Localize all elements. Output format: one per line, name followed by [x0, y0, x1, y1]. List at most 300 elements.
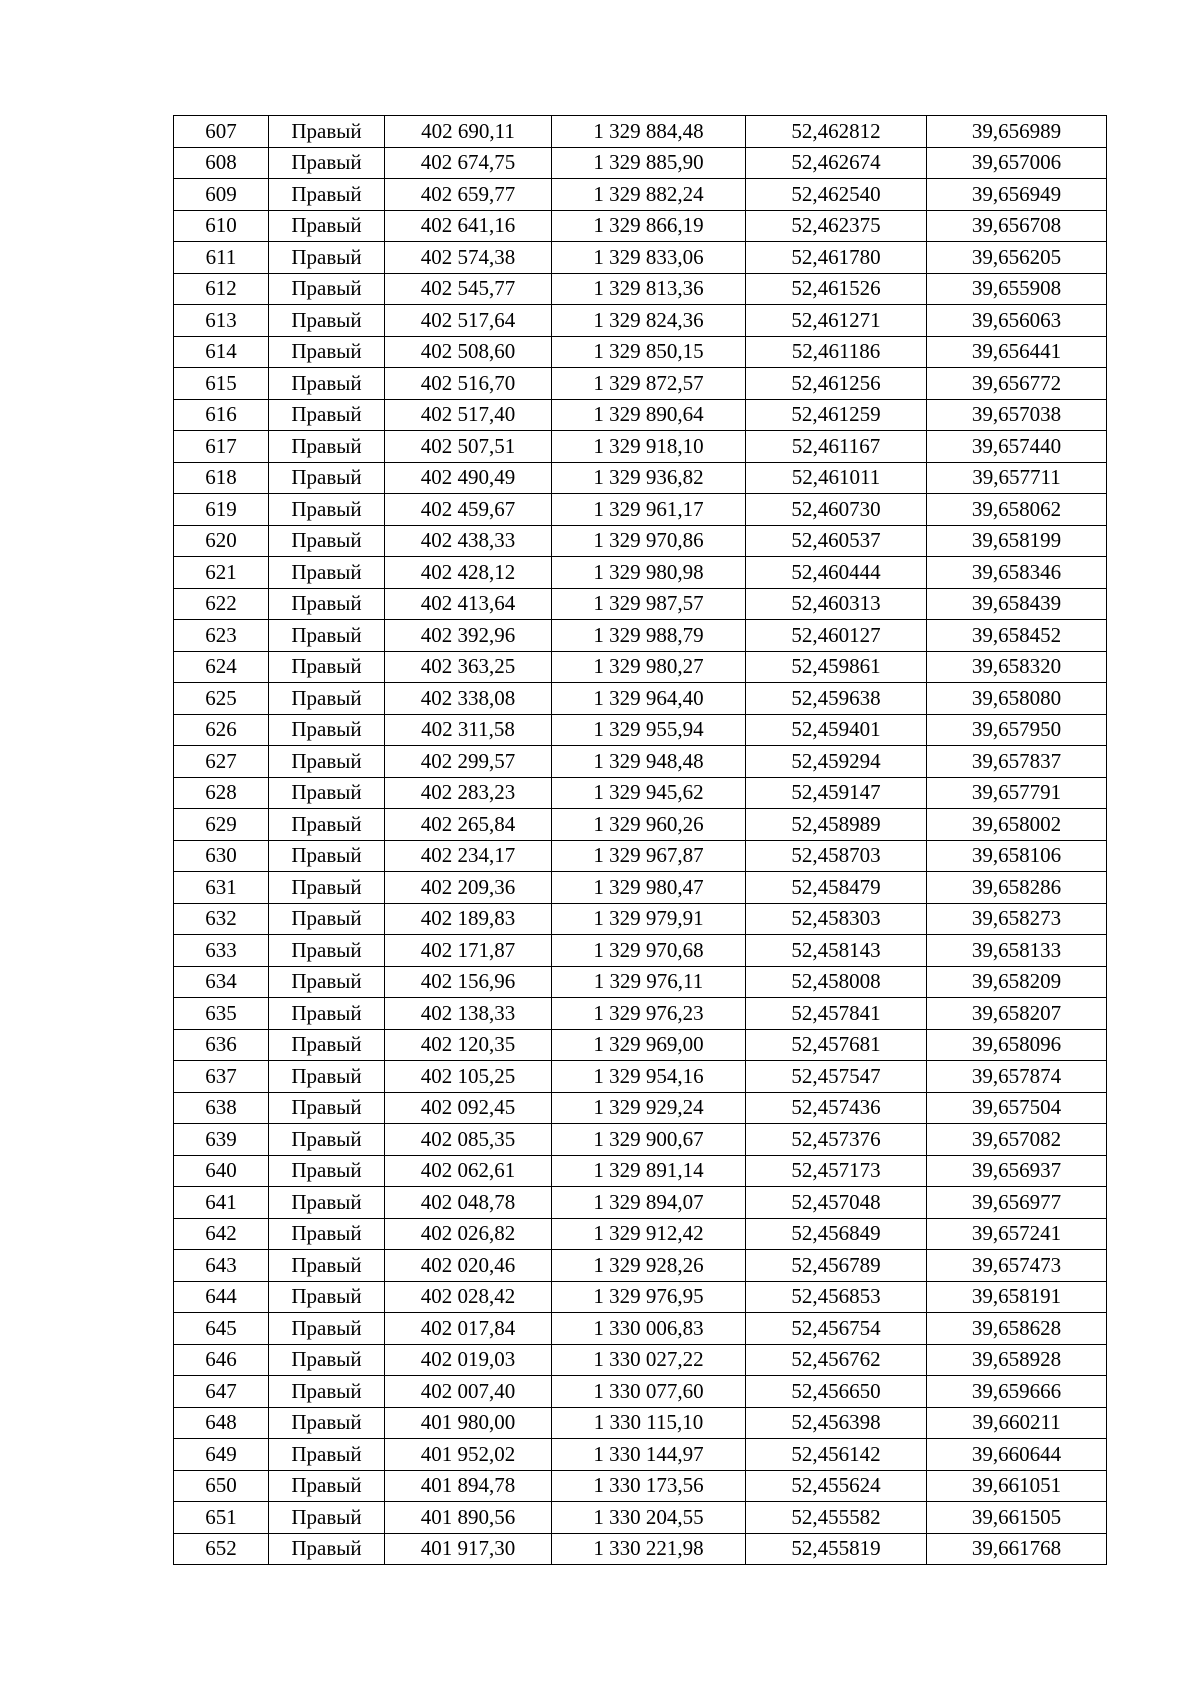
longitude-cell: 39,657082	[927, 1124, 1107, 1156]
longitude-cell: 39,657711	[927, 462, 1107, 494]
longitude-cell: 39,656949	[927, 179, 1107, 211]
point-number-cell: 628	[174, 777, 269, 809]
x-coordinate-cell: 402 574,38	[385, 242, 552, 274]
table-row	[174, 1092, 1107, 1124]
latitude-cell: 52,461186	[746, 336, 927, 368]
point-number-cell: 638	[174, 1092, 269, 1124]
latitude-cell: 52,457547	[746, 1061, 927, 1093]
point-number-cell: 652	[174, 1533, 269, 1565]
table-row	[174, 525, 1107, 557]
longitude-cell: 39,658133	[927, 935, 1107, 967]
latitude-cell: 52,459861	[746, 651, 927, 683]
latitude-cell: 52,458989	[746, 809, 927, 841]
side-cell: Правый	[269, 242, 385, 274]
y-coordinate-cell: 1 329 900,67	[552, 1124, 746, 1156]
latitude-cell: 52,461259	[746, 399, 927, 431]
x-coordinate-cell: 402 299,57	[385, 746, 552, 778]
side-cell: Правый	[269, 305, 385, 337]
table-row	[174, 966, 1107, 998]
latitude-cell: 52,456849	[746, 1218, 927, 1250]
y-coordinate-cell: 1 329 955,94	[552, 714, 746, 746]
y-coordinate-cell: 1 329 885,90	[552, 147, 746, 179]
point-number-cell: 608	[174, 147, 269, 179]
table-row	[174, 1124, 1107, 1156]
point-number-cell: 636	[174, 1029, 269, 1061]
longitude-cell: 39,657038	[927, 399, 1107, 431]
latitude-cell: 52,459401	[746, 714, 927, 746]
side-cell: Правый	[269, 336, 385, 368]
point-number-cell: 607	[174, 116, 269, 148]
latitude-cell: 52,460537	[746, 525, 927, 557]
longitude-cell: 39,661051	[927, 1470, 1107, 1502]
table-row	[174, 431, 1107, 463]
y-coordinate-cell: 1 329 964,40	[552, 683, 746, 715]
longitude-cell: 39,656772	[927, 368, 1107, 400]
table-row	[174, 336, 1107, 368]
point-number-cell: 611	[174, 242, 269, 274]
longitude-cell: 39,656063	[927, 305, 1107, 337]
y-coordinate-cell: 1 329 980,47	[552, 872, 746, 904]
longitude-cell: 39,658080	[927, 683, 1107, 715]
x-coordinate-cell: 402 028,42	[385, 1281, 552, 1313]
longitude-cell: 39,657791	[927, 777, 1107, 809]
y-coordinate-cell: 1 329 980,98	[552, 557, 746, 589]
table-row	[174, 903, 1107, 935]
y-coordinate-cell: 1 329 890,64	[552, 399, 746, 431]
y-coordinate-cell: 1 329 928,26	[552, 1250, 746, 1282]
longitude-cell: 39,658106	[927, 840, 1107, 872]
y-coordinate-cell: 1 329 912,42	[552, 1218, 746, 1250]
table-row	[174, 462, 1107, 494]
longitude-cell: 39,658452	[927, 620, 1107, 652]
table-row	[174, 147, 1107, 179]
table-row	[174, 935, 1107, 967]
point-number-cell: 650	[174, 1470, 269, 1502]
point-number-cell: 617	[174, 431, 269, 463]
latitude-cell: 52,462375	[746, 210, 927, 242]
y-coordinate-cell: 1 330 115,10	[552, 1407, 746, 1439]
point-number-cell: 613	[174, 305, 269, 337]
x-coordinate-cell: 402 234,17	[385, 840, 552, 872]
longitude-cell: 39,658320	[927, 651, 1107, 683]
side-cell: Правый	[269, 1281, 385, 1313]
y-coordinate-cell: 1 330 077,60	[552, 1376, 746, 1408]
point-number-cell: 622	[174, 588, 269, 620]
y-coordinate-cell: 1 329 945,62	[552, 777, 746, 809]
y-coordinate-cell: 1 329 882,24	[552, 179, 746, 211]
side-cell: Правый	[269, 840, 385, 872]
x-coordinate-cell: 402 690,11	[385, 116, 552, 148]
table-row	[174, 1407, 1107, 1439]
point-number-cell: 644	[174, 1281, 269, 1313]
point-number-cell: 610	[174, 210, 269, 242]
x-coordinate-cell: 402 438,33	[385, 525, 552, 557]
longitude-cell: 39,658286	[927, 872, 1107, 904]
side-cell: Правый	[269, 588, 385, 620]
side-cell: Правый	[269, 935, 385, 967]
side-cell: Правый	[269, 651, 385, 683]
side-cell: Правый	[269, 179, 385, 211]
x-coordinate-cell: 402 363,25	[385, 651, 552, 683]
latitude-cell: 52,456853	[746, 1281, 927, 1313]
latitude-cell: 52,457173	[746, 1155, 927, 1187]
table-row	[174, 809, 1107, 841]
point-number-cell: 648	[174, 1407, 269, 1439]
table-row	[174, 494, 1107, 526]
side-cell: Правый	[269, 1061, 385, 1093]
point-number-cell: 629	[174, 809, 269, 841]
longitude-cell: 39,658273	[927, 903, 1107, 935]
x-coordinate-cell: 402 338,08	[385, 683, 552, 715]
point-number-cell: 620	[174, 525, 269, 557]
longitude-cell: 39,658346	[927, 557, 1107, 589]
latitude-cell: 52,455582	[746, 1502, 927, 1534]
side-cell: Правый	[269, 399, 385, 431]
table-row	[174, 1155, 1107, 1187]
table-row	[174, 588, 1107, 620]
longitude-cell: 39,658439	[927, 588, 1107, 620]
point-number-cell: 615	[174, 368, 269, 400]
side-cell: Правый	[269, 872, 385, 904]
latitude-cell: 52,455819	[746, 1533, 927, 1565]
longitude-cell: 39,657950	[927, 714, 1107, 746]
side-cell: Правый	[269, 998, 385, 1030]
x-coordinate-cell: 401 952,02	[385, 1439, 552, 1471]
x-coordinate-cell: 402 017,84	[385, 1313, 552, 1345]
latitude-cell: 52,461526	[746, 273, 927, 305]
side-cell: Правый	[269, 809, 385, 841]
latitude-cell: 52,461256	[746, 368, 927, 400]
x-coordinate-cell: 402 265,84	[385, 809, 552, 841]
table-row	[174, 998, 1107, 1030]
latitude-cell: 52,461011	[746, 462, 927, 494]
y-coordinate-cell: 1 330 204,55	[552, 1502, 746, 1534]
longitude-cell: 39,658096	[927, 1029, 1107, 1061]
latitude-cell: 52,460313	[746, 588, 927, 620]
side-cell: Правый	[269, 1502, 385, 1534]
side-cell: Правый	[269, 494, 385, 526]
table-row	[174, 1250, 1107, 1282]
longitude-cell: 39,657837	[927, 746, 1107, 778]
table-row	[174, 1061, 1107, 1093]
table-row	[174, 1344, 1107, 1376]
point-number-cell: 641	[174, 1187, 269, 1219]
side-cell: Правый	[269, 1376, 385, 1408]
latitude-cell: 52,459147	[746, 777, 927, 809]
point-number-cell: 618	[174, 462, 269, 494]
y-coordinate-cell: 1 329 948,48	[552, 746, 746, 778]
table-row	[174, 746, 1107, 778]
point-number-cell: 645	[174, 1313, 269, 1345]
longitude-cell: 39,655908	[927, 273, 1107, 305]
side-cell: Правый	[269, 1533, 385, 1565]
point-number-cell: 639	[174, 1124, 269, 1156]
x-coordinate-cell: 402 507,51	[385, 431, 552, 463]
latitude-cell: 52,462812	[746, 116, 927, 148]
x-coordinate-cell: 402 209,36	[385, 872, 552, 904]
y-coordinate-cell: 1 329 969,00	[552, 1029, 746, 1061]
x-coordinate-cell: 401 917,30	[385, 1533, 552, 1565]
y-coordinate-cell: 1 329 872,57	[552, 368, 746, 400]
longitude-cell: 39,661768	[927, 1533, 1107, 1565]
longitude-cell: 39,657473	[927, 1250, 1107, 1282]
latitude-cell: 52,456789	[746, 1250, 927, 1282]
table-row	[174, 1502, 1107, 1534]
longitude-cell: 39,658002	[927, 809, 1107, 841]
x-coordinate-cell: 402 092,45	[385, 1092, 552, 1124]
latitude-cell: 52,458303	[746, 903, 927, 935]
latitude-cell: 52,460444	[746, 557, 927, 589]
table-row	[174, 620, 1107, 652]
latitude-cell: 52,457048	[746, 1187, 927, 1219]
side-cell: Правый	[269, 1124, 385, 1156]
point-number-cell: 640	[174, 1155, 269, 1187]
point-number-cell: 637	[174, 1061, 269, 1093]
longitude-cell: 39,656708	[927, 210, 1107, 242]
table-row	[174, 651, 1107, 683]
table-row	[174, 1376, 1107, 1408]
side-cell: Правый	[269, 525, 385, 557]
point-number-cell: 612	[174, 273, 269, 305]
latitude-cell: 52,458008	[746, 966, 927, 998]
point-number-cell: 619	[174, 494, 269, 526]
latitude-cell: 52,457841	[746, 998, 927, 1030]
latitude-cell: 52,460127	[746, 620, 927, 652]
side-cell: Правый	[269, 431, 385, 463]
side-cell: Правый	[269, 1344, 385, 1376]
x-coordinate-cell: 401 980,00	[385, 1407, 552, 1439]
point-number-cell: 633	[174, 935, 269, 967]
latitude-cell: 52,462674	[746, 147, 927, 179]
x-coordinate-cell: 402 007,40	[385, 1376, 552, 1408]
y-coordinate-cell: 1 329 833,06	[552, 242, 746, 274]
side-cell: Правый	[269, 683, 385, 715]
table-row	[174, 305, 1107, 337]
y-coordinate-cell: 1 329 929,24	[552, 1092, 746, 1124]
y-coordinate-cell: 1 329 891,14	[552, 1155, 746, 1187]
latitude-cell: 52,458143	[746, 935, 927, 967]
point-number-cell: 646	[174, 1344, 269, 1376]
y-coordinate-cell: 1 329 976,95	[552, 1281, 746, 1313]
point-number-cell: 621	[174, 557, 269, 589]
y-coordinate-cell: 1 329 970,86	[552, 525, 746, 557]
y-coordinate-cell: 1 329 884,48	[552, 116, 746, 148]
longitude-cell: 39,658207	[927, 998, 1107, 1030]
x-coordinate-cell: 402 516,70	[385, 368, 552, 400]
latitude-cell: 52,456762	[746, 1344, 927, 1376]
longitude-cell: 39,657241	[927, 1218, 1107, 1250]
point-number-cell: 642	[174, 1218, 269, 1250]
table-row	[174, 242, 1107, 274]
side-cell: Правый	[269, 557, 385, 589]
longitude-cell: 39,658062	[927, 494, 1107, 526]
side-cell: Правый	[269, 1218, 385, 1250]
point-number-cell: 614	[174, 336, 269, 368]
side-cell: Правый	[269, 746, 385, 778]
x-coordinate-cell: 401 890,56	[385, 1502, 552, 1534]
side-cell: Правый	[269, 1029, 385, 1061]
x-coordinate-cell: 402 459,67	[385, 494, 552, 526]
y-coordinate-cell: 1 329 976,11	[552, 966, 746, 998]
latitude-cell: 52,456650	[746, 1376, 927, 1408]
longitude-cell: 39,656937	[927, 1155, 1107, 1187]
table-row	[174, 777, 1107, 809]
table-row	[174, 872, 1107, 904]
x-coordinate-cell: 402 392,96	[385, 620, 552, 652]
latitude-cell: 52,461271	[746, 305, 927, 337]
x-coordinate-cell: 402 641,16	[385, 210, 552, 242]
point-number-cell: 616	[174, 399, 269, 431]
x-coordinate-cell: 402 508,60	[385, 336, 552, 368]
x-coordinate-cell: 402 171,87	[385, 935, 552, 967]
point-number-cell: 643	[174, 1250, 269, 1282]
latitude-cell: 52,458479	[746, 872, 927, 904]
y-coordinate-cell: 1 329 988,79	[552, 620, 746, 652]
y-coordinate-cell: 1 329 960,26	[552, 809, 746, 841]
longitude-cell: 39,656205	[927, 242, 1107, 274]
x-coordinate-cell: 402 428,12	[385, 557, 552, 589]
longitude-cell: 39,657504	[927, 1092, 1107, 1124]
y-coordinate-cell: 1 329 954,16	[552, 1061, 746, 1093]
longitude-cell: 39,656989	[927, 116, 1107, 148]
x-coordinate-cell: 402 156,96	[385, 966, 552, 998]
y-coordinate-cell: 1 329 866,19	[552, 210, 746, 242]
x-coordinate-cell: 402 189,83	[385, 903, 552, 935]
latitude-cell: 52,458703	[746, 840, 927, 872]
y-coordinate-cell: 1 329 987,57	[552, 588, 746, 620]
y-coordinate-cell: 1 329 979,91	[552, 903, 746, 935]
latitude-cell: 52,459638	[746, 683, 927, 715]
side-cell: Правый	[269, 1313, 385, 1345]
side-cell: Правый	[269, 1250, 385, 1282]
table-row	[174, 1281, 1107, 1313]
y-coordinate-cell: 1 329 813,36	[552, 273, 746, 305]
table-row	[174, 557, 1107, 589]
y-coordinate-cell: 1 330 006,83	[552, 1313, 746, 1345]
side-cell: Правый	[269, 462, 385, 494]
x-coordinate-cell: 402 517,40	[385, 399, 552, 431]
longitude-cell: 39,658191	[927, 1281, 1107, 1313]
table-row	[174, 714, 1107, 746]
table-row	[174, 368, 1107, 400]
longitude-cell: 39,656441	[927, 336, 1107, 368]
y-coordinate-cell: 1 330 144,97	[552, 1439, 746, 1471]
longitude-cell: 39,657006	[927, 147, 1107, 179]
side-cell: Правый	[269, 116, 385, 148]
latitude-cell: 52,461167	[746, 431, 927, 463]
x-coordinate-cell: 402 283,23	[385, 777, 552, 809]
point-number-cell: 625	[174, 683, 269, 715]
table-row	[174, 1029, 1107, 1061]
side-cell: Правый	[269, 903, 385, 935]
latitude-cell: 52,457376	[746, 1124, 927, 1156]
latitude-cell: 52,459294	[746, 746, 927, 778]
side-cell: Правый	[269, 620, 385, 652]
longitude-cell: 39,658209	[927, 966, 1107, 998]
y-coordinate-cell: 1 330 027,22	[552, 1344, 746, 1376]
longitude-cell: 39,658628	[927, 1313, 1107, 1345]
side-cell: Правый	[269, 1187, 385, 1219]
point-number-cell: 627	[174, 746, 269, 778]
latitude-cell: 52,456754	[746, 1313, 927, 1345]
y-coordinate-cell: 1 329 961,17	[552, 494, 746, 526]
x-coordinate-cell: 402 085,35	[385, 1124, 552, 1156]
side-cell: Правый	[269, 1470, 385, 1502]
point-number-cell: 651	[174, 1502, 269, 1534]
longitude-cell: 39,657440	[927, 431, 1107, 463]
longitude-cell: 39,660644	[927, 1439, 1107, 1471]
coordinates-table-body	[174, 116, 1107, 1565]
table-row	[174, 1218, 1107, 1250]
side-cell: Правый	[269, 210, 385, 242]
x-coordinate-cell: 402 026,82	[385, 1218, 552, 1250]
y-coordinate-cell: 1 330 221,98	[552, 1533, 746, 1565]
longitude-cell: 39,656977	[927, 1187, 1107, 1219]
table-row	[174, 1439, 1107, 1471]
side-cell: Правый	[269, 966, 385, 998]
longitude-cell: 39,657874	[927, 1061, 1107, 1093]
side-cell: Правый	[269, 777, 385, 809]
latitude-cell: 52,456398	[746, 1407, 927, 1439]
y-coordinate-cell: 1 329 936,82	[552, 462, 746, 494]
x-coordinate-cell: 402 138,33	[385, 998, 552, 1030]
y-coordinate-cell: 1 329 980,27	[552, 651, 746, 683]
x-coordinate-cell: 402 048,78	[385, 1187, 552, 1219]
x-coordinate-cell: 402 517,64	[385, 305, 552, 337]
longitude-cell: 39,658199	[927, 525, 1107, 557]
latitude-cell: 52,462540	[746, 179, 927, 211]
point-number-cell: 632	[174, 903, 269, 935]
x-coordinate-cell: 402 674,75	[385, 147, 552, 179]
point-number-cell: 623	[174, 620, 269, 652]
y-coordinate-cell: 1 329 967,87	[552, 840, 746, 872]
x-coordinate-cell: 402 120,35	[385, 1029, 552, 1061]
table-row	[174, 1470, 1107, 1502]
x-coordinate-cell: 402 659,77	[385, 179, 552, 211]
point-number-cell: 630	[174, 840, 269, 872]
table-row	[174, 399, 1107, 431]
y-coordinate-cell: 1 329 850,15	[552, 336, 746, 368]
x-coordinate-cell: 402 020,46	[385, 1250, 552, 1282]
table-row	[174, 1187, 1107, 1219]
x-coordinate-cell: 402 311,58	[385, 714, 552, 746]
latitude-cell: 52,457681	[746, 1029, 927, 1061]
point-number-cell: 635	[174, 998, 269, 1030]
point-number-cell: 626	[174, 714, 269, 746]
longitude-cell: 39,659666	[927, 1376, 1107, 1408]
y-coordinate-cell: 1 329 970,68	[552, 935, 746, 967]
side-cell: Правый	[269, 1155, 385, 1187]
side-cell: Правый	[269, 1439, 385, 1471]
latitude-cell: 52,461780	[746, 242, 927, 274]
x-coordinate-cell: 402 019,03	[385, 1344, 552, 1376]
latitude-cell: 52,456142	[746, 1439, 927, 1471]
longitude-cell: 39,661505	[927, 1502, 1107, 1534]
y-coordinate-cell: 1 329 918,10	[552, 431, 746, 463]
y-coordinate-cell: 1 329 894,07	[552, 1187, 746, 1219]
table-row	[174, 840, 1107, 872]
side-cell: Правый	[269, 1407, 385, 1439]
side-cell: Правый	[269, 714, 385, 746]
x-coordinate-cell: 402 413,64	[385, 588, 552, 620]
point-number-cell: 624	[174, 651, 269, 683]
latitude-cell: 52,457436	[746, 1092, 927, 1124]
y-coordinate-cell: 1 329 976,23	[552, 998, 746, 1030]
y-coordinate-cell: 1 330 173,56	[552, 1470, 746, 1502]
x-coordinate-cell: 402 545,77	[385, 273, 552, 305]
side-cell: Правый	[269, 1092, 385, 1124]
point-number-cell: 631	[174, 872, 269, 904]
